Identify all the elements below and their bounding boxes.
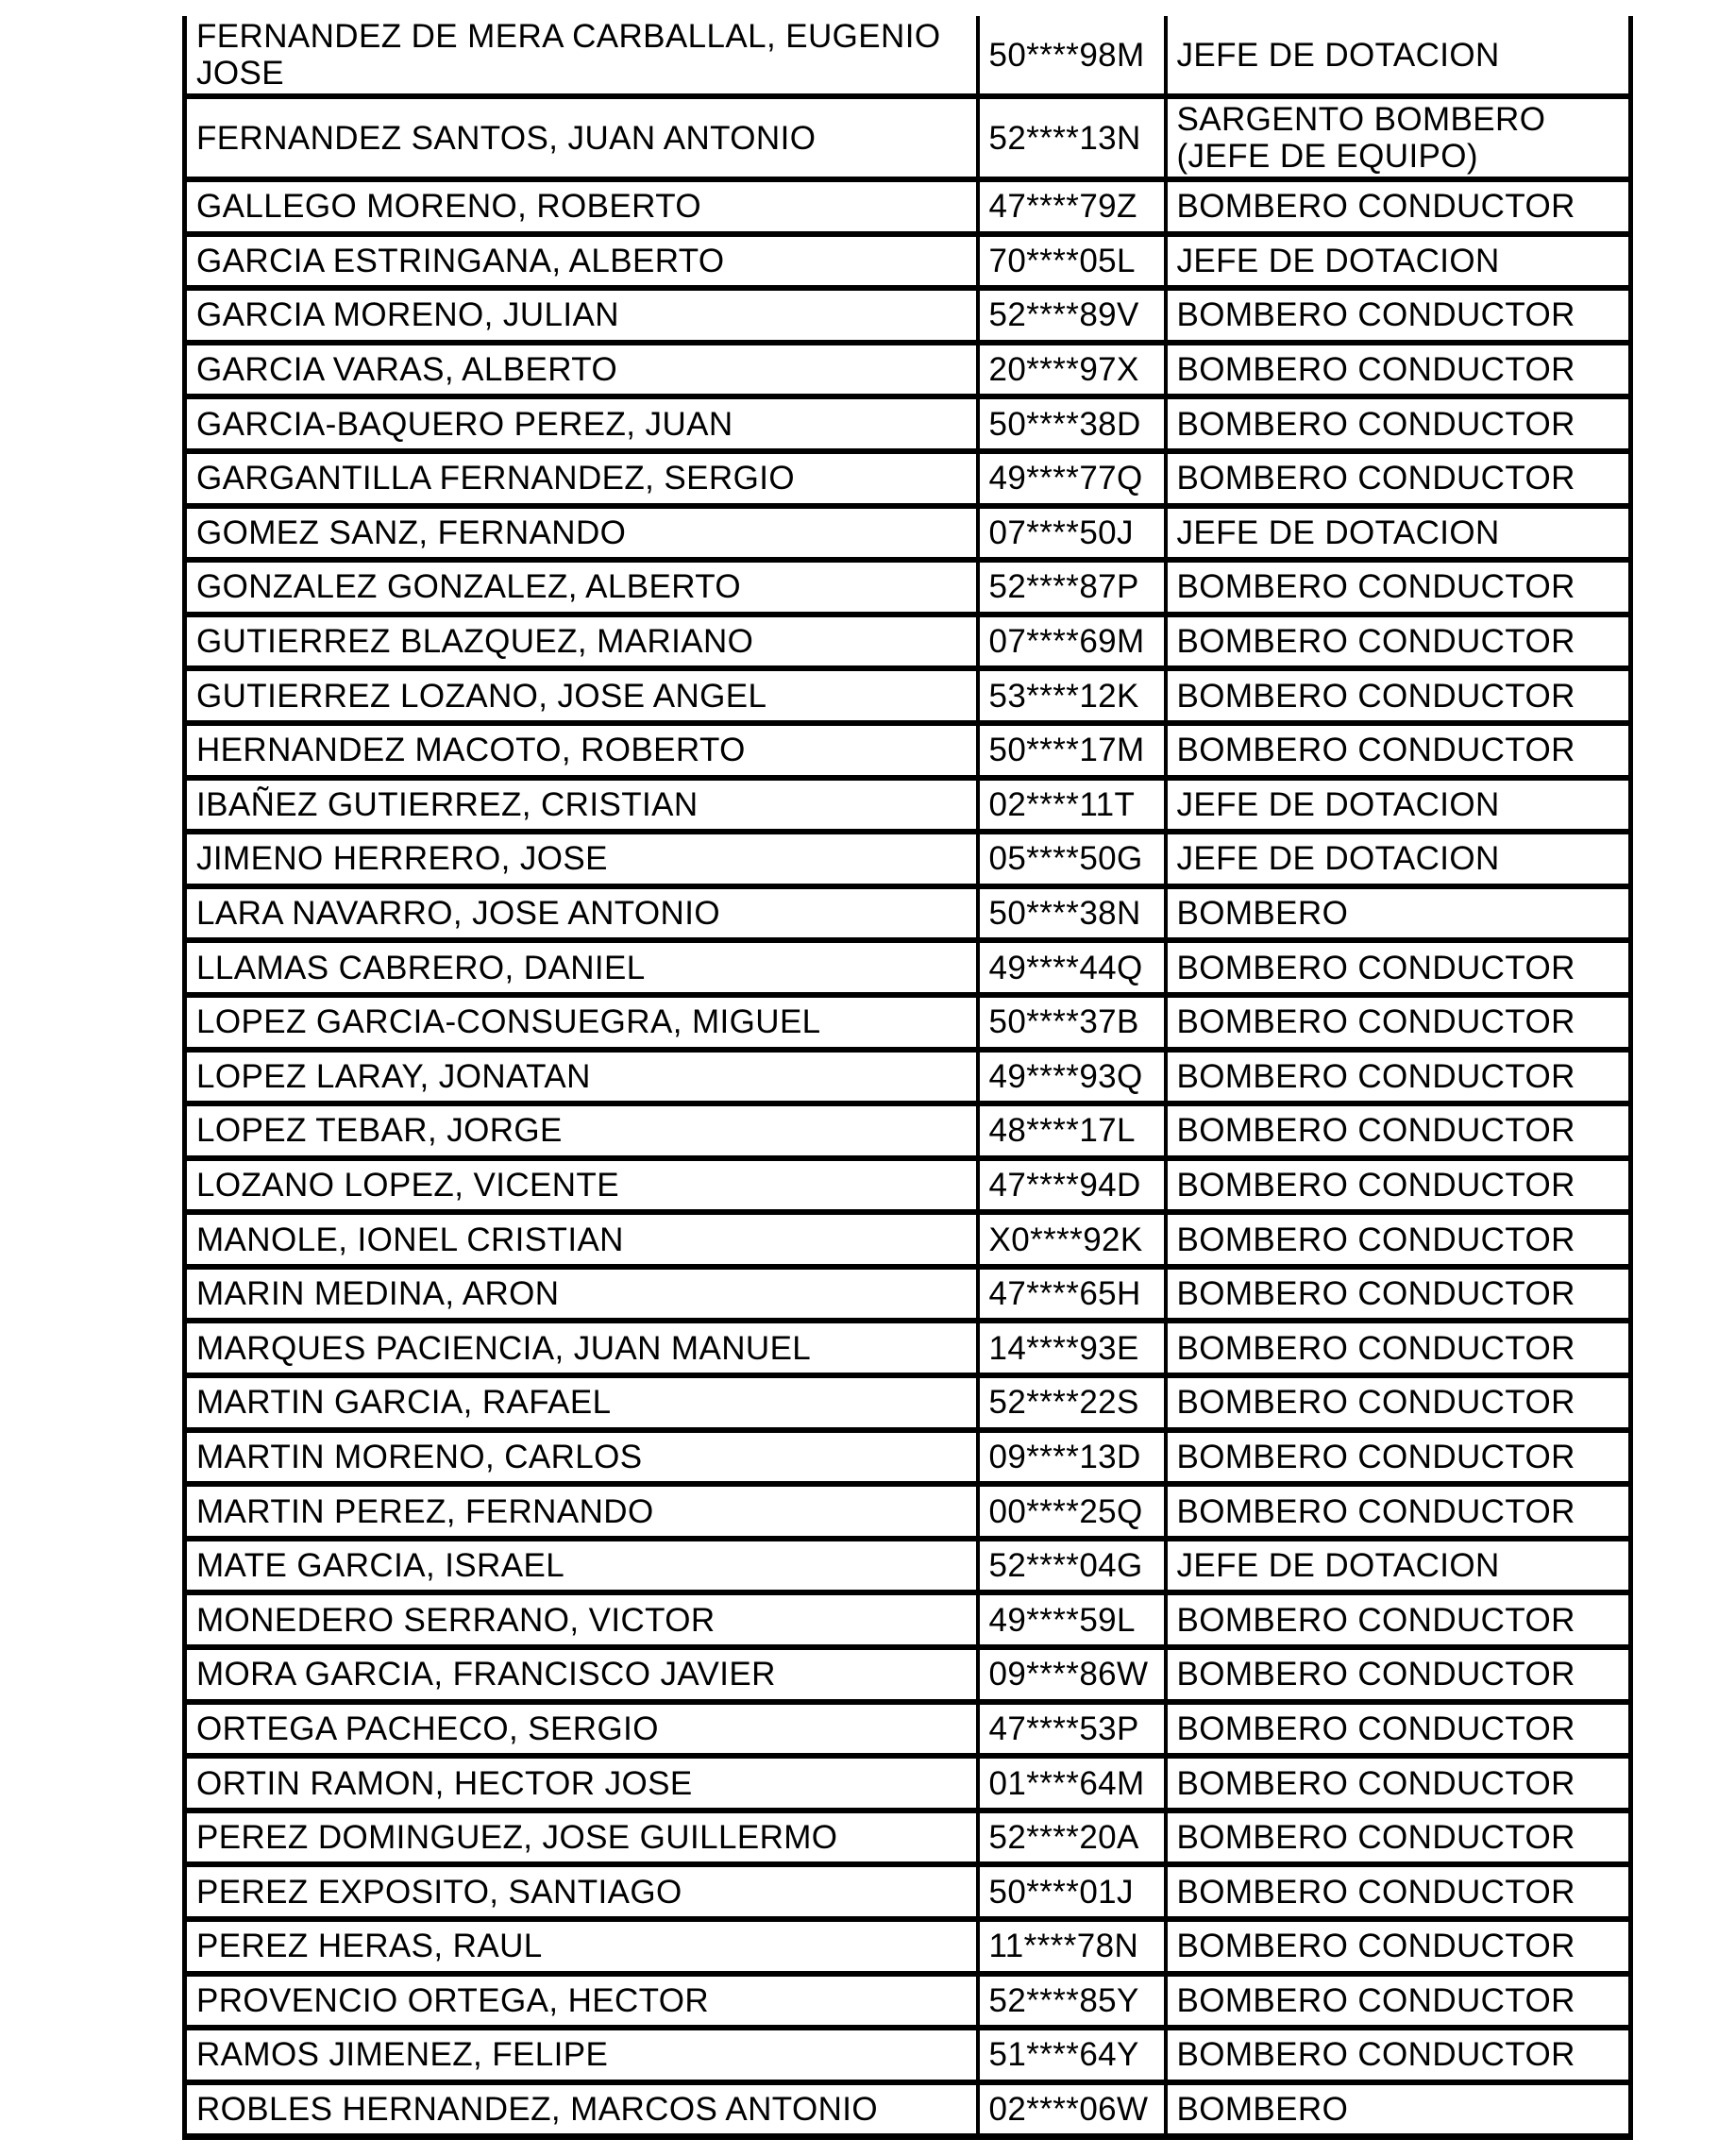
name-cell: GARCIA MORENO, JULIAN xyxy=(185,288,978,343)
id-cell: 07****69M xyxy=(978,615,1166,669)
position-cell: BOMBERO CONDUCTOR xyxy=(1166,343,1631,397)
position-cell: BOMBERO CONDUCTOR xyxy=(1166,1375,1631,1430)
name-cell: MARTIN GARCIA, RAFAEL xyxy=(185,1375,978,1430)
position-cell: JEFE DE DOTACION xyxy=(1166,234,1631,289)
name-cell: RAMOS JIMENEZ, FELIPE xyxy=(185,2028,978,2082)
id-cell: 01****64M xyxy=(978,1756,1166,1811)
id-cell: 50****37B xyxy=(978,995,1166,1050)
position-cell: BOMBERO CONDUCTOR xyxy=(1166,1321,1631,1375)
table-row xyxy=(185,179,1631,234)
name-cell: ORTIN RAMON, HECTOR JOSE xyxy=(185,1756,978,1811)
table-row xyxy=(185,16,1631,96)
roster-table xyxy=(182,16,1633,2140)
id-cell: 05****50G xyxy=(978,832,1166,886)
table-row xyxy=(185,1647,1631,1702)
id-cell: 48****17L xyxy=(978,1103,1166,1158)
position-cell: JEFE DE DOTACION xyxy=(1166,832,1631,886)
name-cell: MONEDERO SERRANO, VICTOR xyxy=(185,1592,978,1647)
table-row xyxy=(185,723,1631,778)
table-row xyxy=(185,343,1631,397)
name-cell: GONZALEZ GONZALEZ, ALBERTO xyxy=(185,560,978,615)
name-cell: HERNANDEZ MACOTO, ROBERTO xyxy=(185,723,978,778)
id-cell: 14****93E xyxy=(978,1321,1166,1375)
table-row xyxy=(185,995,1631,1050)
name-cell: MORA GARCIA, FRANCISCO JAVIER xyxy=(185,1647,978,1702)
position-cell: BOMBERO CONDUCTOR xyxy=(1166,1484,1631,1539)
position-cell: BOMBERO CONDUCTOR xyxy=(1166,560,1631,615)
position-cell: BOMBERO CONDUCTOR xyxy=(1166,1592,1631,1647)
name-cell: PROVENCIO ORTEGA, HECTOR xyxy=(185,1974,978,2029)
table-row xyxy=(185,1756,1631,1811)
name-cell: LOPEZ TEBAR, JORGE xyxy=(185,1103,978,1158)
position-cell: BOMBERO CONDUCTOR xyxy=(1166,940,1631,995)
id-cell: X0****92K xyxy=(978,1212,1166,1267)
table-row xyxy=(185,668,1631,723)
table-row xyxy=(185,832,1631,886)
table-row xyxy=(185,2082,1631,2137)
id-cell: 47****94D xyxy=(978,1158,1166,1213)
position-cell: BOMBERO CONDUCTOR xyxy=(1166,1864,1631,1919)
position-cell: BOMBERO CONDUCTOR xyxy=(1166,1702,1631,1757)
position-cell: BOMBERO CONDUCTOR xyxy=(1166,1158,1631,1213)
name-cell: FERNANDEZ DE MERA CARBALLAL, EUGENIO JOSE xyxy=(196,18,941,92)
table-row xyxy=(185,1919,1631,1974)
id-cell: 52****85Y xyxy=(978,1974,1166,2029)
table-row xyxy=(185,1864,1631,1919)
name-cell: MATE GARCIA, ISRAEL xyxy=(185,1539,978,1593)
id-cell: 11****78N xyxy=(978,1919,1166,1974)
name-cell: MARQUES PACIENCIA, JUAN MANUEL xyxy=(185,1321,978,1375)
table-row xyxy=(185,506,1631,561)
position-cell: BOMBERO CONDUCTOR xyxy=(1166,1974,1631,2029)
name-cell: LARA NAVARRO, JOSE ANTONIO xyxy=(185,886,978,941)
table-row xyxy=(185,940,1631,995)
name-cell: MANOLE, IONEL CRISTIAN xyxy=(185,1212,978,1267)
name-cell: GARCIA VARAS, ALBERTO xyxy=(185,343,978,397)
position-cell: JEFE DE DOTACION xyxy=(1166,1539,1631,1593)
table-row xyxy=(185,2028,1631,2082)
table-row xyxy=(185,1484,1631,1539)
position-cell: BOMBERO CONDUCTOR xyxy=(1166,615,1631,669)
position-cell: BOMBERO CONDUCTOR xyxy=(1166,1919,1631,1974)
table-row xyxy=(185,886,1631,941)
roster-table-body xyxy=(185,16,1631,2136)
name-cell: LOPEZ LARAY, JONATAN xyxy=(185,1050,978,1104)
table-row xyxy=(185,1592,1631,1647)
table-row xyxy=(185,396,1631,451)
id-cell: 49****44Q xyxy=(978,940,1166,995)
name-cell: MARIN MEDINA, ARON xyxy=(185,1267,978,1322)
table-row xyxy=(185,1974,1631,2029)
id-cell: 09****13D xyxy=(978,1430,1166,1485)
name-cell: ROBLES HERNANDEZ, MARCOS ANTONIO xyxy=(185,2082,978,2137)
position-cell: BOMBERO CONDUCTOR xyxy=(1166,396,1631,451)
table-row xyxy=(185,1430,1631,1485)
table-row xyxy=(185,96,1631,179)
table-row xyxy=(185,1103,1631,1158)
table-row xyxy=(185,1321,1631,1375)
name-cell: GARCIA-BAQUERO PEREZ, JUAN xyxy=(185,396,978,451)
position-cell: BOMBERO CONDUCTOR xyxy=(1166,1430,1631,1485)
id-cell: 49****77Q xyxy=(978,451,1166,506)
name-cell: ORTEGA PACHECO, SERGIO xyxy=(185,1702,978,1757)
name-cell: LOPEZ GARCIA-CONSUEGRA, MIGUEL xyxy=(185,995,978,1050)
id-cell: 20****97X xyxy=(978,343,1166,397)
table-row xyxy=(185,1375,1631,1430)
name-cell: LOZANO LOPEZ, VICENTE xyxy=(185,1158,978,1213)
name-cell: PEREZ DOMINGUEZ, JOSE GUILLERMO xyxy=(185,1811,978,1865)
id-cell: 49****59L xyxy=(978,1592,1166,1647)
position-cell: BOMBERO CONDUCTOR xyxy=(1166,668,1631,723)
id-cell: 50****01J xyxy=(978,1864,1166,1919)
position-cell: BOMBERO CONDUCTOR xyxy=(1166,179,1631,234)
name-cell: GALLEGO MORENO, ROBERTO xyxy=(185,179,978,234)
id-cell: 52****20A xyxy=(978,1811,1166,1865)
position-cell: BOMBERO CONDUCTOR xyxy=(1166,1212,1631,1267)
position-cell: BOMBERO CONDUCTOR xyxy=(1166,2028,1631,2082)
table-row xyxy=(185,778,1631,833)
id-cell: 02****11T xyxy=(978,778,1166,833)
name-cell: GARCIA ESTRINGANA, ALBERTO xyxy=(185,234,978,289)
position-cell: BOMBERO xyxy=(1166,886,1631,941)
id-cell: 52****22S xyxy=(978,1375,1166,1430)
table-row xyxy=(185,451,1631,506)
id-cell: 52****87P xyxy=(978,560,1166,615)
id-cell: 51****64Y xyxy=(978,2028,1166,2082)
id-cell: 50****38D xyxy=(978,396,1166,451)
position-cell: BOMBERO xyxy=(1166,2082,1631,2137)
position-cell: BOMBERO CONDUCTOR xyxy=(1166,1050,1631,1104)
id-cell: 52****13N xyxy=(978,96,1166,179)
table-row xyxy=(185,615,1631,669)
position-cell: BOMBERO CONDUCTOR xyxy=(1166,723,1631,778)
table-row xyxy=(185,1158,1631,1213)
position-cell: SARGENTO BOMBERO (JEFE DE EQUIPO) xyxy=(1166,96,1631,179)
name-cell: MARTIN PEREZ, FERNANDO xyxy=(185,1484,978,1539)
id-cell: 09****86W xyxy=(978,1647,1166,1702)
name-cell: GOMEZ SANZ, FERNANDO xyxy=(185,506,978,561)
id-cell: 00****25Q xyxy=(978,1484,1166,1539)
personnel-roster-table xyxy=(182,16,1628,2140)
table-row xyxy=(185,288,1631,343)
position-cell: BOMBERO CONDUCTOR xyxy=(1166,1756,1631,1811)
table-row xyxy=(185,1267,1631,1322)
position-cell: BOMBERO CONDUCTOR xyxy=(1166,1103,1631,1158)
name-cell: GUTIERREZ BLAZQUEZ, MARIANO xyxy=(185,615,978,669)
position-cell: JEFE DE DOTACION xyxy=(1166,16,1631,96)
name-cell: JIMENO HERRERO, JOSE xyxy=(185,832,978,886)
position-cell: BOMBERO CONDUCTOR xyxy=(1166,1811,1631,1865)
id-cell: 52****89V xyxy=(978,288,1166,343)
id-cell: 50****17M xyxy=(978,723,1166,778)
name-cell: FERNANDEZ SANTOS, JUAN ANTONIO xyxy=(185,96,978,179)
id-cell: 07****50J xyxy=(978,506,1166,561)
table-row xyxy=(185,1212,1631,1267)
position-cell: BOMBERO CONDUCTOR xyxy=(1166,1647,1631,1702)
id-cell: 53****12K xyxy=(978,668,1166,723)
name-cell: PEREZ EXPOSITO, SANTIAGO xyxy=(185,1864,978,1919)
position-cell: BOMBERO CONDUCTOR xyxy=(1166,288,1631,343)
position-cell: BOMBERO CONDUCTOR xyxy=(1166,995,1631,1050)
table-row xyxy=(185,234,1631,289)
table-row xyxy=(185,1702,1631,1757)
table-row xyxy=(185,1050,1631,1104)
id-cell: 49****93Q xyxy=(978,1050,1166,1104)
name-cell: IBAÑEZ GUTIERREZ, CRISTIAN xyxy=(185,778,978,833)
name-cell: GARGANTILLA FERNANDEZ, SERGIO xyxy=(185,451,978,506)
position-cell: BOMBERO CONDUCTOR xyxy=(1166,1267,1631,1322)
name-cell: MARTIN MORENO, CARLOS xyxy=(185,1430,978,1485)
id-cell: 47****79Z xyxy=(978,179,1166,234)
id-cell: 50****38N xyxy=(978,886,1166,941)
name-cell: PEREZ HERAS, RAUL xyxy=(185,1919,978,1974)
position-cell: JEFE DE DOTACION xyxy=(1166,506,1631,561)
table-row xyxy=(185,1539,1631,1593)
id-cell: 02****06W xyxy=(978,2082,1166,2137)
id-cell: 47****53P xyxy=(978,1702,1166,1757)
position-cell: BOMBERO CONDUCTOR xyxy=(1166,451,1631,506)
table-row xyxy=(185,560,1631,615)
position-cell: JEFE DE DOTACION xyxy=(1166,778,1631,833)
id-cell: 70****05L xyxy=(978,234,1166,289)
id-cell: 50****98M xyxy=(978,16,1166,96)
name-cell: GUTIERREZ LOZANO, JOSE ANGEL xyxy=(185,668,978,723)
id-cell: 47****65H xyxy=(978,1267,1166,1322)
table-row xyxy=(185,1811,1631,1865)
id-cell: 52****04G xyxy=(978,1539,1166,1593)
name-cell: LLAMAS CABRERO, DANIEL xyxy=(185,940,978,995)
